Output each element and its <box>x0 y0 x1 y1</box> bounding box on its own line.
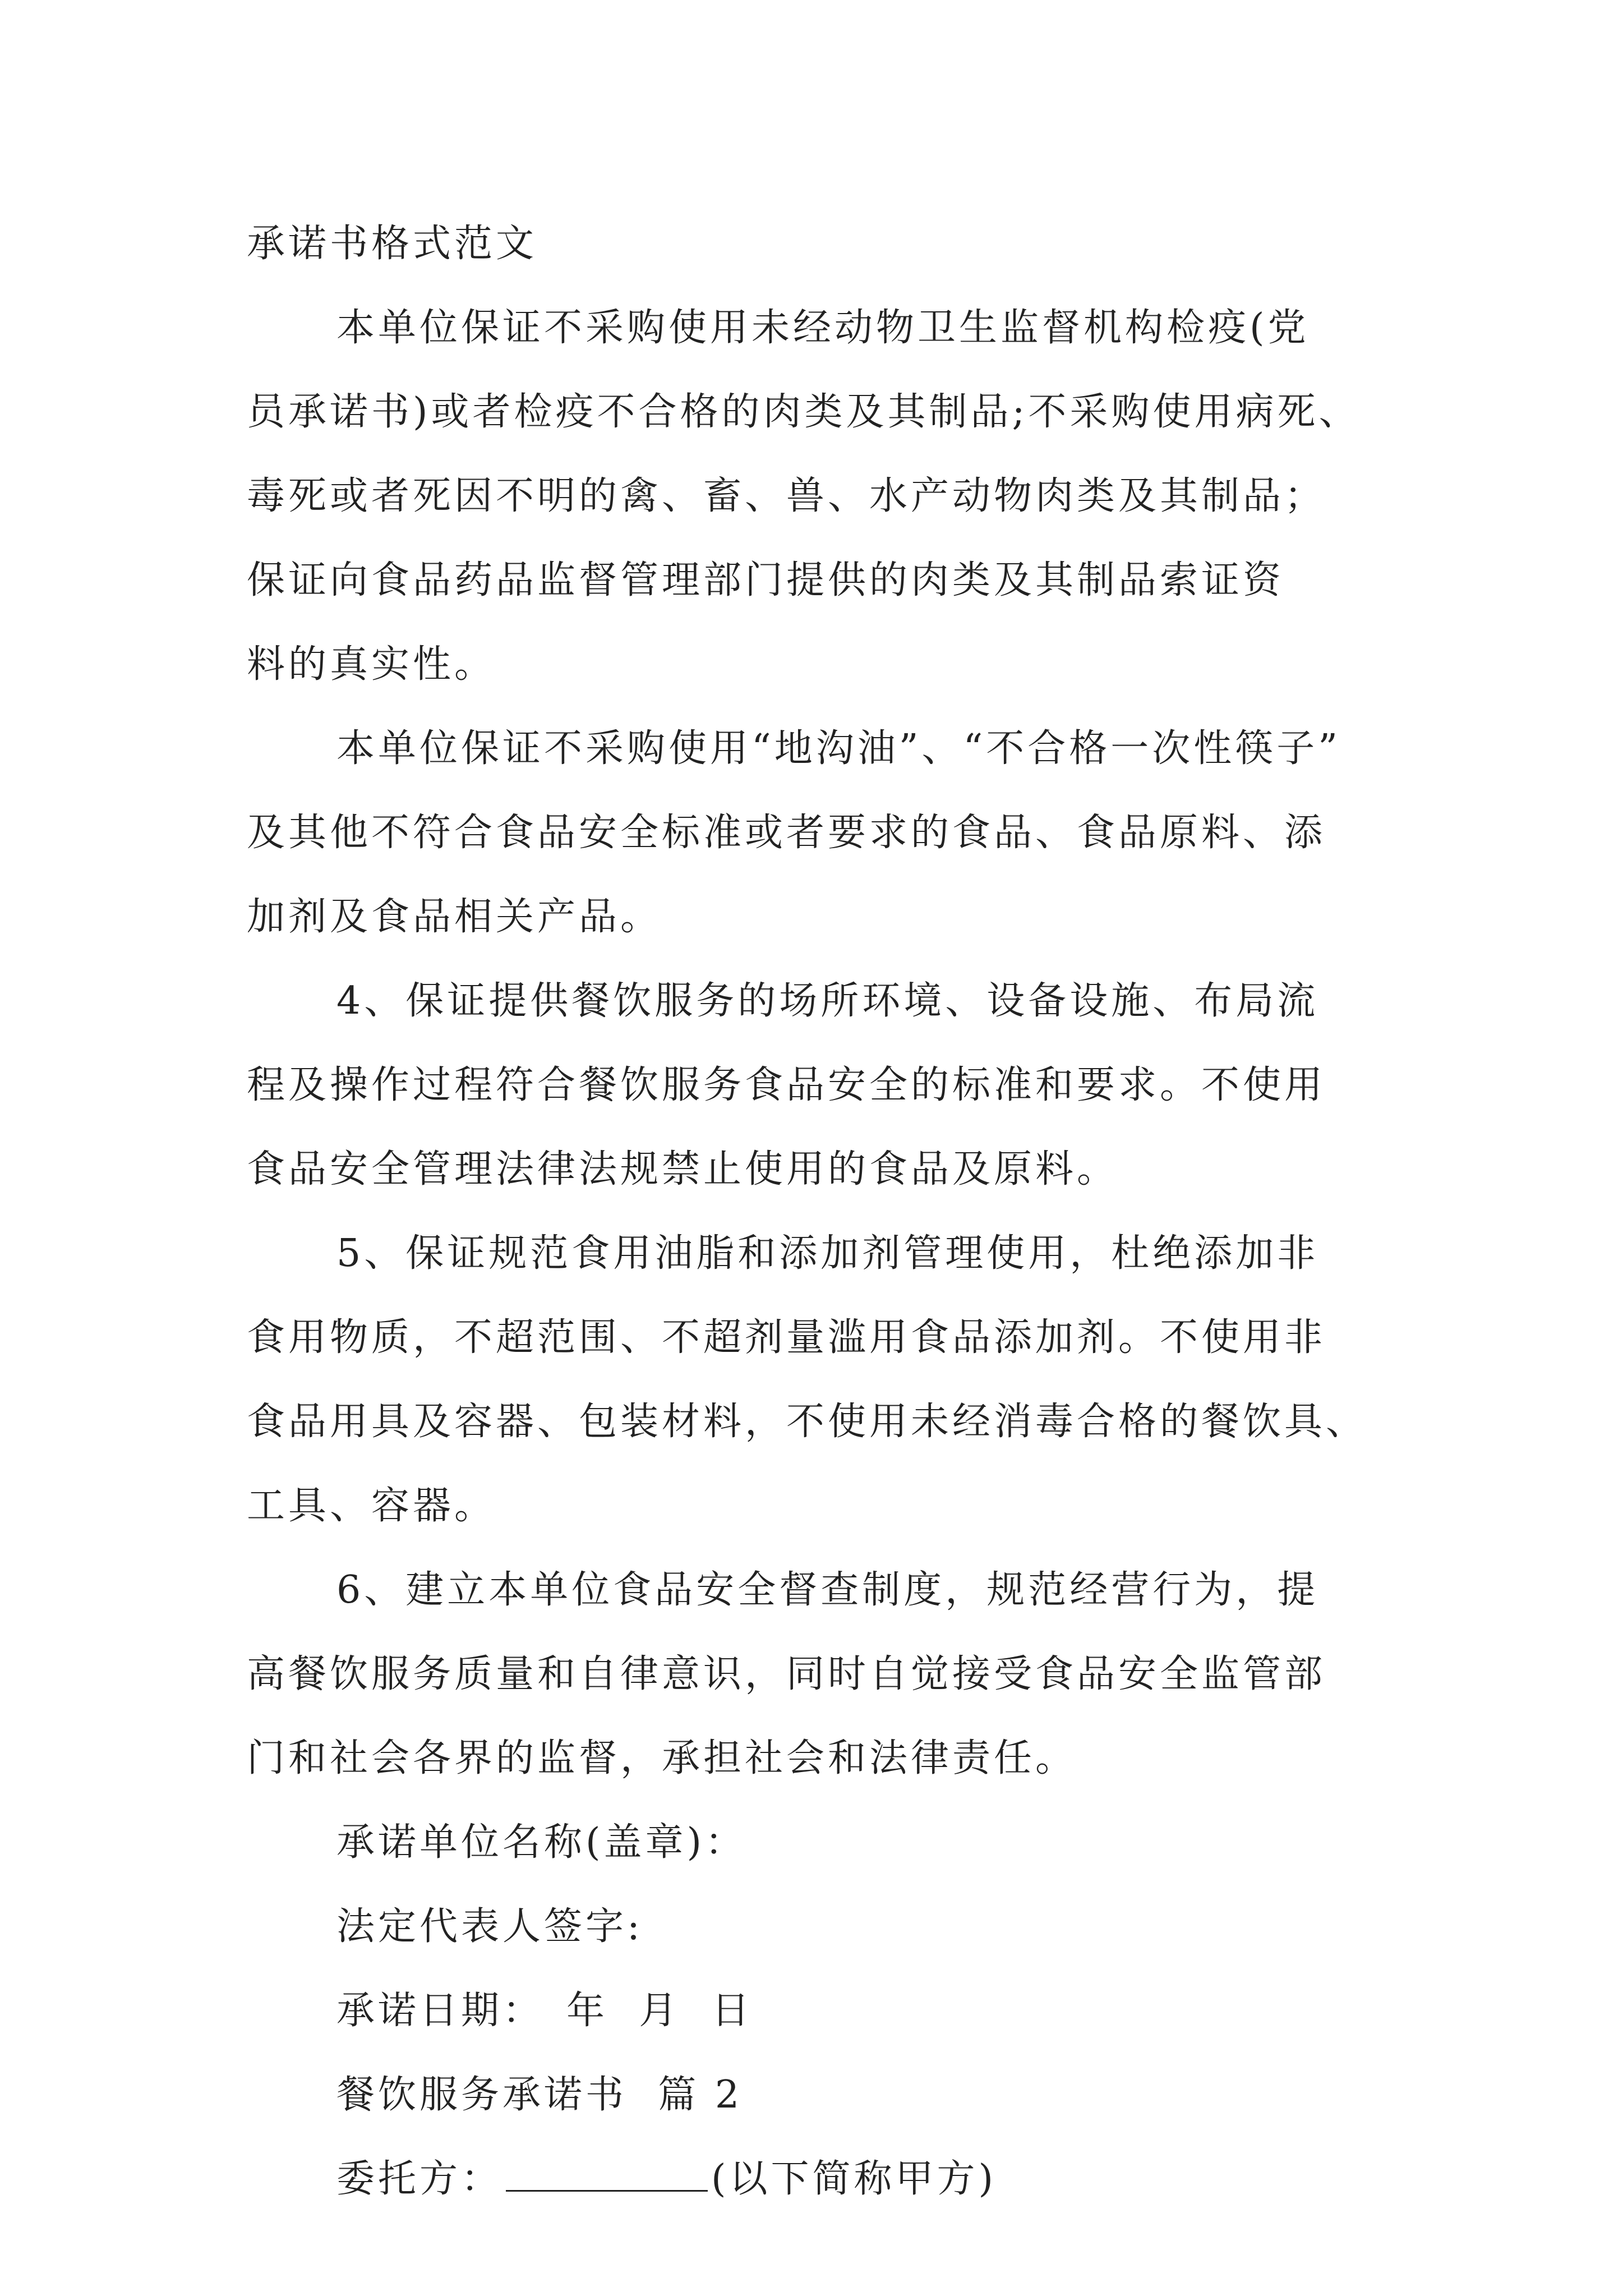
client-line <box>247 2137 1402 2221</box>
paragraph-line: 4、保证提供餐饮服务的场所环境、设备设施、布局流 <box>336 979 1319 1023</box>
paragraph-line: 门和社会各界的监督，承担社会和法律责任。 <box>247 1736 1077 1780</box>
paragraph-line: 毒死或者死因不明的禽、畜、兽、水产动物肉类及其制品； <box>247 474 1326 518</box>
client-label: 委托方： <box>336 2157 503 2201</box>
paragraph-line: 程及操作过程符合餐饮服务食品安全的标准和要求。不使用 <box>247 1063 1326 1107</box>
paragraph-line: 食品用具及容器、包装材料，不使用未经消毒合格的餐饮具、 <box>247 1400 1368 1444</box>
paragraph-line: 本单位保证不采购使用未经动物卫生监督机构检疫(党 <box>336 306 1310 350</box>
paragraph-line: 5、保证规范食用油脂和添加剂管理使用，杜绝添加非 <box>336 1231 1319 1276</box>
paragraph-line: 食用物质，不超范围、不超剂量滥用食品添加剂。不使用非 <box>247 1315 1326 1360</box>
paragraph-line: 食品安全管理法律法规禁止使用的食品及原料。 <box>247 1147 1119 1191</box>
paragraph-line: 6、建立本单位食品安全督查制度，规范经营行为，提 <box>336 1568 1319 1612</box>
paragraph-line: 工具、容器。 <box>247 1484 496 1528</box>
paragraph-3 <box>247 959 1402 1212</box>
document-title: 承诺书格式范文 <box>247 222 538 266</box>
paragraph-line: 及其他不符合食品安全标准或者要求的食品、食品原料、添 <box>247 811 1326 855</box>
signature-unit: 承诺单位名称(盖章)： <box>336 1820 747 1865</box>
client-blank-underline <box>506 2188 708 2192</box>
paragraph-line: 保证向食品药品监督管理部门提供的肉类及其制品索证资 <box>247 558 1285 602</box>
paragraph-line: 本单位保证不采购使用“地沟油”、“不合格一次性筷子” <box>336 726 1341 771</box>
document-body <box>247 202 1402 2221</box>
paragraph-line: 料的真实性。 <box>247 642 496 687</box>
client-suffix: (以下简称甲方) <box>711 2157 997 2201</box>
paragraph-line: 加剂及食品相关产品。 <box>247 895 662 939</box>
paragraph-2 <box>247 707 1402 959</box>
signature-date-fields: 年 月 日 <box>566 1989 753 2033</box>
paragraph-4 <box>247 1212 1402 1548</box>
section-heading: 餐饮服务承诺书 篇 2 <box>336 2073 743 2117</box>
signature-representative: 法定代表人签字: <box>336 1904 643 1949</box>
paragraph-line: 高餐饮服务质量和自律意识，同时自觉接受食品安全监管部 <box>247 1652 1326 1696</box>
signature-date <box>247 1969 1402 2053</box>
paragraph-1 <box>247 286 1402 707</box>
signature-date-label: 承诺日期： <box>336 1989 545 2033</box>
paragraph-5 <box>247 1548 1402 1801</box>
paragraph-line: 员承诺书)或者检疫不合格的肉类及其制品;不采购使用病死、 <box>247 390 1361 434</box>
